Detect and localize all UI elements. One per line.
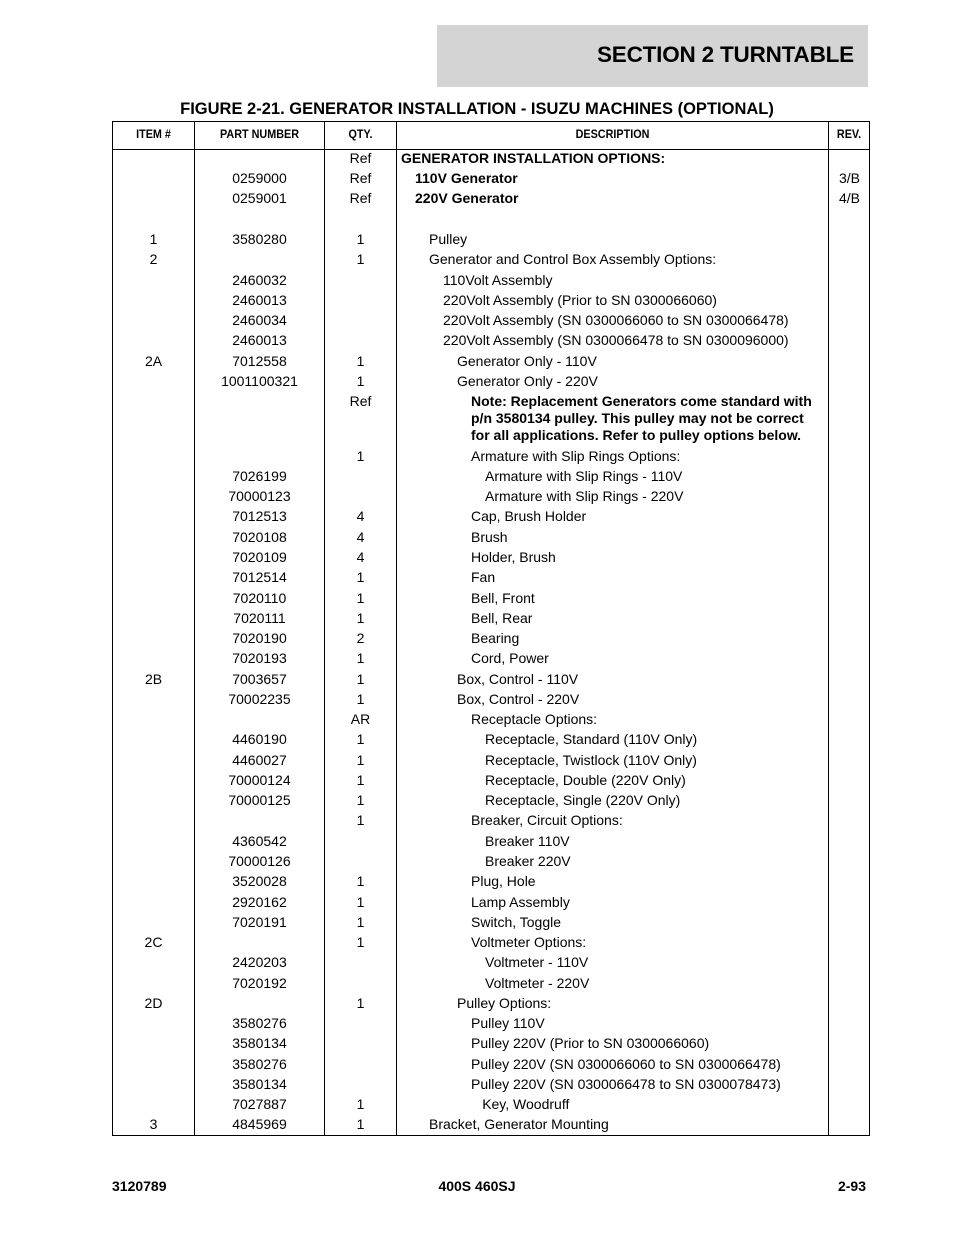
part-number-cell: 3580276 bbox=[232, 1056, 287, 1072]
qty-cell: 1 bbox=[356, 671, 365, 687]
part-number-cell: 7020193 bbox=[232, 650, 287, 666]
description-cell: Pulley 220V (SN 0300066060 to SN 0300066478) bbox=[471, 1056, 781, 1072]
qty-cell: 1 bbox=[356, 792, 365, 808]
qty-cell: 1 bbox=[356, 1096, 365, 1112]
part-number-cell: 4845969 bbox=[232, 1116, 287, 1132]
part-number-cell: 1001100321 bbox=[221, 373, 298, 389]
qty-cell: 1 bbox=[356, 731, 365, 747]
part-number-cell: 7012513 bbox=[232, 508, 287, 524]
footer-doc-number: 3120789 bbox=[112, 1178, 167, 1194]
qty-cell: 1 bbox=[356, 650, 365, 666]
rev-cell: 4/B bbox=[838, 190, 860, 206]
description-cell: Receptacle, Standard (110V Only) bbox=[485, 731, 698, 747]
description-cell: GENERATOR INSTALLATION OPTIONS: bbox=[401, 150, 666, 166]
item-cell: 2B bbox=[144, 671, 163, 687]
description-cell: Cap, Brush Holder bbox=[471, 508, 587, 524]
part-number-cell: 0259000 bbox=[232, 170, 287, 186]
description-cell: Voltmeter Options: bbox=[471, 934, 587, 950]
description-cell: Breaker, Circuit Options: bbox=[471, 812, 623, 828]
part-number-cell: 70000124 bbox=[228, 772, 291, 788]
section-header bbox=[437, 25, 868, 87]
part-number-cell: 2420203 bbox=[232, 954, 287, 970]
description-cell: Bell, Front bbox=[471, 590, 535, 606]
description-cell: Armature with Slip Rings Options: bbox=[471, 448, 681, 464]
part-number-cell: 70000126 bbox=[228, 853, 291, 869]
part-number-cell: 2460032 bbox=[232, 272, 287, 288]
qty-cell: 1 bbox=[356, 995, 365, 1011]
item-cell: 2A bbox=[144, 353, 163, 369]
description-cell: Voltmeter - 220V bbox=[485, 975, 590, 991]
part-number-cell: 2920162 bbox=[232, 894, 287, 910]
qty-cell: 1 bbox=[356, 231, 365, 247]
column-header-qty: QTY. bbox=[348, 127, 373, 141]
qty-cell: 1 bbox=[356, 590, 365, 606]
description-cell: Voltmeter - 110V bbox=[485, 954, 589, 970]
qty-cell: 1 bbox=[356, 873, 365, 889]
qty-cell: Ref bbox=[349, 393, 372, 409]
column-header-item: ITEM # bbox=[136, 127, 171, 141]
item-cell: 3 bbox=[149, 1116, 158, 1132]
description-cell: Pulley 220V (SN 0300066478 to SN 0300078473) bbox=[471, 1076, 781, 1092]
figure-title: FIGURE 2-21. GENERATOR INSTALLATION - ISUZU MACHINES (OPTIONAL) bbox=[180, 100, 774, 118]
description-cell: Bearing bbox=[471, 630, 520, 646]
part-number-cell: 7020109 bbox=[232, 549, 287, 565]
part-number-cell: 7003657 bbox=[232, 671, 287, 687]
description-cell: Box, Control - 220V bbox=[457, 691, 580, 707]
qty-cell: 4 bbox=[356, 529, 365, 545]
part-number-cell: 3580276 bbox=[232, 1015, 287, 1031]
description-cell: Generator and Control Box Assembly Options: bbox=[429, 251, 717, 267]
part-number-cell: 4460027 bbox=[232, 752, 287, 768]
column-divider bbox=[324, 122, 325, 1135]
description-cell: Generator Only - 220V bbox=[457, 373, 598, 389]
item-cell: 2C bbox=[144, 934, 163, 950]
part-number-cell: 7020108 bbox=[232, 529, 287, 545]
description-cell: Switch, Toggle bbox=[471, 914, 562, 930]
part-number-cell: 7027887 bbox=[232, 1096, 287, 1112]
qty-cell: 1 bbox=[356, 772, 365, 788]
item-cell: 2 bbox=[149, 251, 158, 267]
description-cell: 220Volt Assembly (SN 0300066478 to SN 0300096000) bbox=[443, 332, 789, 348]
description-cell: 220Volt Assembly (SN 0300066060 to SN 0300066478) bbox=[443, 312, 789, 328]
description-cell: Pulley Options: bbox=[457, 995, 552, 1011]
qty-cell: 1 bbox=[356, 610, 365, 626]
description-cell: Box, Control - 110V bbox=[457, 671, 579, 687]
description-cell: Pulley bbox=[429, 231, 468, 247]
description-cell: Generator Only - 110V bbox=[457, 353, 597, 369]
footer-page-number: 2-93 bbox=[837, 1178, 866, 1194]
description-cell: Lamp Assembly bbox=[471, 894, 570, 910]
qty-cell: 1 bbox=[356, 251, 365, 267]
qty-cell: 1 bbox=[356, 353, 365, 369]
part-number-cell: 4460190 bbox=[232, 731, 287, 747]
qty-cell: 1 bbox=[356, 448, 365, 464]
column-header-rev: REV. bbox=[836, 127, 862, 141]
part-number-cell: 2460013 bbox=[232, 332, 287, 348]
qty-cell: 1 bbox=[356, 569, 365, 585]
part-number-cell: 7020111 bbox=[233, 610, 286, 626]
qty-cell: 1 bbox=[356, 1116, 365, 1132]
description-cell: Receptacle, Twistlock (110V Only) bbox=[485, 752, 697, 768]
part-number-cell: 3580280 bbox=[232, 231, 287, 247]
part-number-cell: 4360542 bbox=[232, 833, 287, 849]
qty-cell: 1 bbox=[356, 752, 365, 768]
part-number-cell: 70000125 bbox=[228, 792, 291, 808]
parts-table bbox=[112, 121, 870, 1136]
part-number-cell: 2460013 bbox=[232, 292, 287, 308]
part-number-cell: 7012514 bbox=[232, 569, 287, 585]
part-number-cell: 7020190 bbox=[232, 630, 287, 646]
qty-cell: Ref bbox=[349, 150, 372, 166]
description-cell: Plug, Hole bbox=[471, 873, 536, 889]
qty-cell: Ref bbox=[349, 190, 372, 206]
part-number-cell: 7020110 bbox=[232, 590, 287, 606]
description-cell: Bracket, Generator Mounting bbox=[429, 1116, 609, 1132]
part-number-cell: 7020192 bbox=[232, 975, 287, 991]
qty-cell: 1 bbox=[356, 812, 365, 828]
description-cell: Armature with Slip Rings - 220V bbox=[485, 488, 684, 504]
qty-cell: 1 bbox=[356, 914, 365, 930]
part-number-cell: 3580134 bbox=[232, 1035, 287, 1051]
qty-cell: 4 bbox=[356, 508, 365, 524]
part-number-cell: 2460034 bbox=[232, 312, 287, 328]
description-cell: Breaker 110V bbox=[485, 833, 570, 849]
description-cell: Receptacle, Double (220V Only) bbox=[485, 772, 686, 788]
section-title: SECTION 2 TURNTABLE bbox=[596, 42, 854, 67]
qty-cell: 4 bbox=[356, 549, 365, 565]
description-cell: 110Volt Assembly bbox=[443, 272, 553, 288]
description-cell: 220Volt Assembly (Prior to SN 0300066060) bbox=[443, 292, 717, 308]
part-number-cell: 3520028 bbox=[232, 873, 287, 889]
column-header-description: DESCRIPTION bbox=[575, 127, 650, 141]
description-cell: Armature with Slip Rings - 110V bbox=[485, 468, 683, 484]
description-cell: Breaker 220V bbox=[485, 853, 571, 869]
qty-cell: 1 bbox=[356, 691, 365, 707]
footer-model: 400S 460SJ bbox=[438, 1178, 516, 1194]
part-number-cell: 70000123 bbox=[228, 488, 291, 504]
description-cell: Pulley 220V (Prior to SN 0300066060) bbox=[471, 1035, 710, 1051]
part-number-cell: 70002235 bbox=[228, 691, 291, 707]
qty-cell: 1 bbox=[356, 894, 365, 910]
description-cell: Cord, Power bbox=[471, 650, 549, 666]
description-cell: Receptacle Options: bbox=[471, 711, 598, 727]
column-divider bbox=[396, 122, 397, 1135]
part-number-cell: 0259001 bbox=[232, 190, 287, 206]
description-cell: Note: Replacement Generators come standard with p/n 3580134 pulley. This pulley may not be correct for all applications. Refer to pulley options below. bbox=[471, 393, 812, 443]
qty-cell: 1 bbox=[356, 373, 365, 389]
item-cell: 2D bbox=[144, 995, 163, 1011]
qty-cell: Ref bbox=[349, 170, 372, 186]
description-cell: Pulley 110V bbox=[471, 1015, 545, 1031]
part-number-cell: 7012558 bbox=[232, 353, 287, 369]
description-cell: 220V Generator bbox=[415, 190, 519, 206]
part-number-cell: 7020191 bbox=[232, 914, 287, 930]
qty-cell: 1 bbox=[356, 934, 365, 950]
description-cell: Brush bbox=[471, 529, 508, 545]
column-header-part-number: PART NUMBER bbox=[219, 127, 300, 141]
description-cell: Bell, Rear bbox=[471, 610, 533, 626]
rev-cell: 3/B bbox=[838, 170, 860, 186]
item-cell: 1 bbox=[149, 231, 158, 247]
description-cell: Fan bbox=[471, 569, 496, 585]
description-cell: 110V Generator bbox=[415, 170, 518, 186]
description-cell: Receptacle, Single (220V Only) bbox=[485, 792, 681, 808]
qty-cell: 2 bbox=[356, 630, 365, 646]
description-cell: Key, Woodruff bbox=[482, 1096, 570, 1112]
qty-cell: AR bbox=[350, 711, 371, 727]
part-number-cell: 7026199 bbox=[232, 468, 287, 484]
part-number-cell: 3580134 bbox=[232, 1076, 287, 1092]
description-cell: Holder, Brush bbox=[471, 549, 556, 565]
